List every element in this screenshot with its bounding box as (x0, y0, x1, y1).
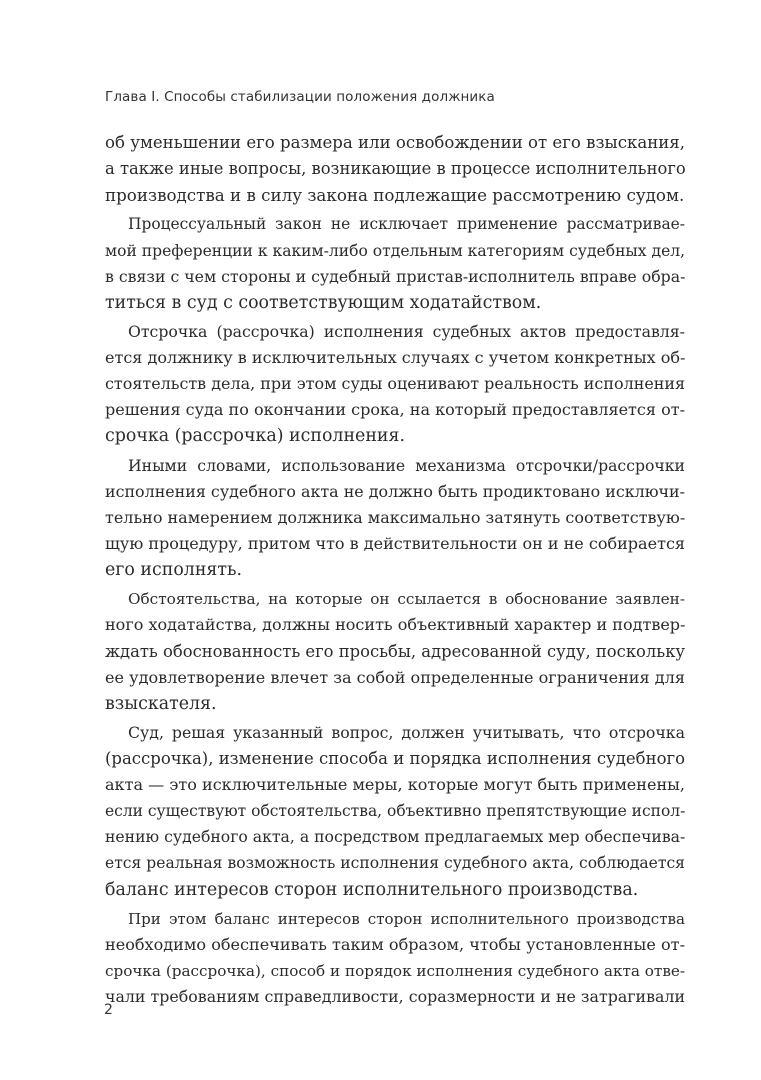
text-line: его исполнять. (105, 560, 243, 581)
text-line: чали требованиям справедливости, соразмерности и не затрагивали (105, 987, 685, 1007)
text-line: исполнения судебного акта не должно быть продиктовано исключи- (105, 481, 685, 501)
text-line: ее удовлетворение влечет за собой определенные ограничения для (105, 667, 685, 687)
text-line: срочка (рассрочка) исполнения. (105, 426, 406, 447)
paragraph (105, 720, 685, 903)
text-line: Суд, решая указанный вопрос, должен учитывать, что отсрочка (128, 723, 685, 742)
text-line: срочка (рассрочка), способ и порядок исполнения судебного акта отве- (105, 962, 685, 981)
paragraph (105, 130, 685, 208)
text-line: а также иные вопросы, возникающие в процессе исполнительного (105, 159, 686, 179)
text-line: нению судебного акта, а посредством предлагаемых мер обеспечива- (105, 827, 686, 847)
paragraph (105, 586, 685, 716)
paragraph (105, 211, 685, 315)
text-line: акта — это исключительные меры, которые могут быть применены, (105, 775, 685, 795)
text-line: ждать обоснованность его просьбы, адресованной суду, поскольку (105, 641, 686, 661)
text-line: взыскателя. (105, 693, 217, 714)
text-line: Иными словами, использование механизма отсрочки/рассрочки (128, 455, 685, 475)
text-line: ного ходатайства, должны носить объективный характер и подтвер- (105, 615, 686, 635)
paragraph (105, 453, 685, 583)
body-text (105, 130, 685, 1013)
text-line: если существуют обстоятельства, объективно препятствующие испол- (105, 802, 686, 821)
text-line: ется должнику в исключительных случаях с учетом конкретных об- (105, 348, 686, 368)
text-line: в связи с чем стороны и судебный пристав-исполнитель вправе обра- (105, 266, 686, 286)
text-line: решения суда по окончании срока, на который предоставляется от- (105, 400, 685, 420)
paragraph (105, 319, 685, 449)
text-line: об уменьшении его размера или освобождении от его взыскания, (105, 133, 685, 152)
text-line: Отсрочка (рассрочка) исполнения судебных актов предоставля- (128, 322, 685, 342)
text-line: стоятельств дела, при этом суды оценивают реальность исполнения (105, 374, 686, 394)
text-line: необходимо обеспечивать таким образом, чтобы установленные от- (105, 934, 685, 954)
text-line: баланс интересов сторон исполнительного производства. (105, 879, 639, 900)
text-line: щую процедуру, притом что в действительности он и не собирается (105, 533, 686, 553)
running-head: Глава I. Способы стабилизации положения должника (105, 89, 495, 105)
text-line: титься в суд с соответствующим ходатайством. (105, 292, 542, 313)
text-line: Обстоятельства, на которые он ссылается в обоснование заявлен- (128, 590, 685, 609)
text-line: мой преференции к каким-либо отдельным категориям судебных дел, (105, 241, 686, 260)
text-line: При этом баланс интересов сторон исполнительного производства (128, 909, 685, 928)
text-line: Процессуальный закон не исключает применение рассматривае- (128, 215, 685, 234)
text-line: тельно намерением должника максимально затянуть соответствую- (105, 507, 686, 527)
text-line: производства и в силу закона подлежащие рассмотрению судом. (105, 185, 685, 206)
page-number: 2 (104, 1002, 113, 1018)
paragraph (105, 906, 685, 1010)
text-line: (рассрочка), изменение способа и порядка исполнения судебного (105, 749, 686, 769)
text-line: ется реальная возможность исполнения судебного акта, соблюдается (105, 854, 685, 873)
